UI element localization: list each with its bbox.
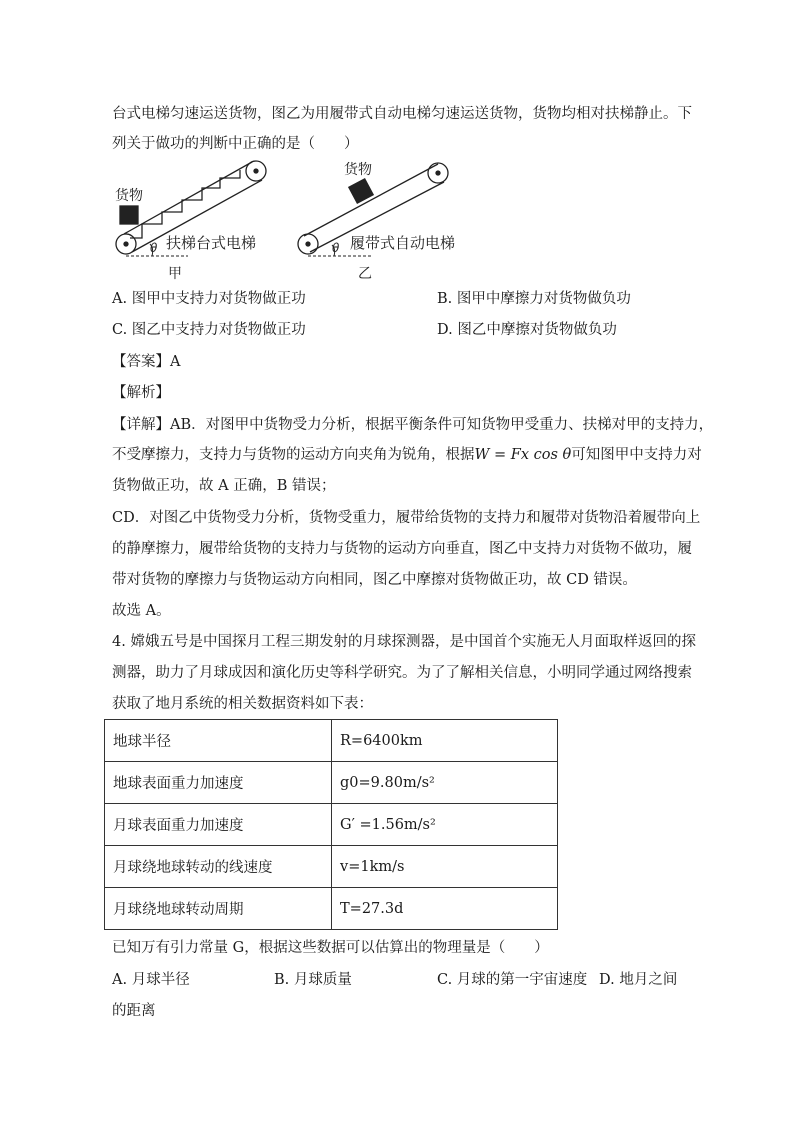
q4-option-c[interactable]: C. 月球的第一宇宙速度 (437, 972, 588, 988)
analysis-label: 【解析】 (112, 385, 170, 401)
angle-label-yi: θ (332, 241, 340, 255)
detail-line-2-a: 不受摩擦力，支持力与货物的运动方向夹角为锐角，根据 (112, 447, 475, 463)
answer-label: 【答案】A (112, 354, 181, 370)
caption-yi: 履带式自动电梯 (350, 234, 456, 252)
q4-option-a[interactable]: A. 月球半径 (112, 972, 190, 988)
detail-line-3: 货物做正功，故 A 正确，B 错误； (112, 478, 336, 494)
angle-label-jia: θ (150, 241, 158, 255)
table-cell-key: 月球绕地球转动的线速度 (105, 846, 332, 888)
table-cell-key: 月球绕地球转动周期 (105, 888, 332, 930)
work-formula: W = Fx cos θ (474, 447, 572, 463)
table-row (105, 762, 558, 804)
cargo-label-yi: 货物 (344, 162, 372, 178)
detail-line-2-b: 可知图甲中支持力对 (571, 447, 702, 463)
q4-option-d[interactable]: D. 地月之间 (599, 972, 678, 988)
q3-option-b[interactable]: B. 图甲中摩擦力对货物做负功 (437, 291, 631, 307)
detail-line-7: 故选 A。 (112, 603, 171, 619)
table-cell-value: g0=9.80m/s² (332, 762, 558, 804)
detail-line-4: CD．对图乙中货物受力分析，货物受重力，履带给货物的支持力和履带对货物沿着履带向上 (112, 510, 701, 526)
cargo-box-jia (120, 206, 138, 224)
table-cell-value: T=27.3d (332, 888, 558, 930)
table-cell-key: 地球表面重力加速度 (105, 762, 332, 804)
q4-stem-line-3: 获取了地月系统的相关数据资料如下表： (112, 696, 373, 712)
q4-stem-line-2: 测器，助力了月球成因和演化历史等科学研究。为了了解相关信息，小明同学通过网络搜索 (112, 665, 692, 681)
q4-option-b[interactable]: B. 月球质量 (274, 972, 352, 988)
table-cell-value: R=6400km (332, 720, 558, 762)
detail-line-5: 的静摩擦力，履带给货物的支持力与货物的运动方向垂直，图乙中支持力对货物不做功，履 (112, 541, 692, 557)
table-row (105, 888, 558, 930)
q3-stem-line-1: 台式电梯匀速运送货物，图乙为用履带式自动电梯匀速运送货物，货物均相对扶梯静止。下 (112, 106, 692, 122)
table-cell-key: 地球半径 (105, 720, 332, 762)
cargo-label-jia: 货物 (115, 188, 143, 204)
table-row (105, 720, 558, 762)
caption-jia: 扶梯台式电梯 (166, 234, 257, 252)
table-cell-value: v=1km/s (332, 846, 558, 888)
figure-name-jia: 甲 (168, 266, 182, 282)
escalator-figure (112, 160, 472, 285)
q3-stem-line-2: 列关于做功的判断中正确的是（ ） (112, 136, 359, 152)
figure-name-yi: 乙 (358, 266, 372, 282)
q4-stem-line-1: 4. 嫦娥五号是中国探月工程三期发射的月球探测器，是中国首个实施无人月面取样返回的探 (112, 634, 696, 650)
detail-line-2 (112, 445, 702, 465)
q4-option-d-wrap: 的距离 (112, 1003, 156, 1019)
earth-moon-data-table (104, 719, 558, 930)
q3-option-d[interactable]: D. 图乙中摩擦对货物做负功 (437, 322, 617, 338)
detail-line-1: 【详解】AB．对图甲中货物受力分析，根据平衡条件可知货物甲受重力、扶梯对甲的支持力， (112, 417, 714, 433)
cargo-box-yi (349, 179, 373, 203)
q3-option-a[interactable]: A. 图甲中支持力对货物做正功 (112, 291, 306, 307)
q4-question: 已知万有引力常量 G，根据这些数据可以估算出的物理量是（ ） (112, 940, 549, 956)
figure-yi (298, 161, 455, 282)
q3-option-c[interactable]: C. 图乙中支持力对货物做正功 (112, 322, 306, 338)
detail-line-6: 带对货物的摩擦力与货物运动方向相同，图乙中摩擦对货物做正功，故 CD 错误。 (112, 572, 637, 588)
table-cell-key: 月球表面重力加速度 (105, 804, 332, 846)
figure-jia (115, 161, 266, 282)
stair-steps (130, 170, 240, 238)
table-cell-value: G′ =1.56m/s² (332, 804, 558, 846)
table-row (105, 846, 558, 888)
table-row (105, 804, 558, 846)
